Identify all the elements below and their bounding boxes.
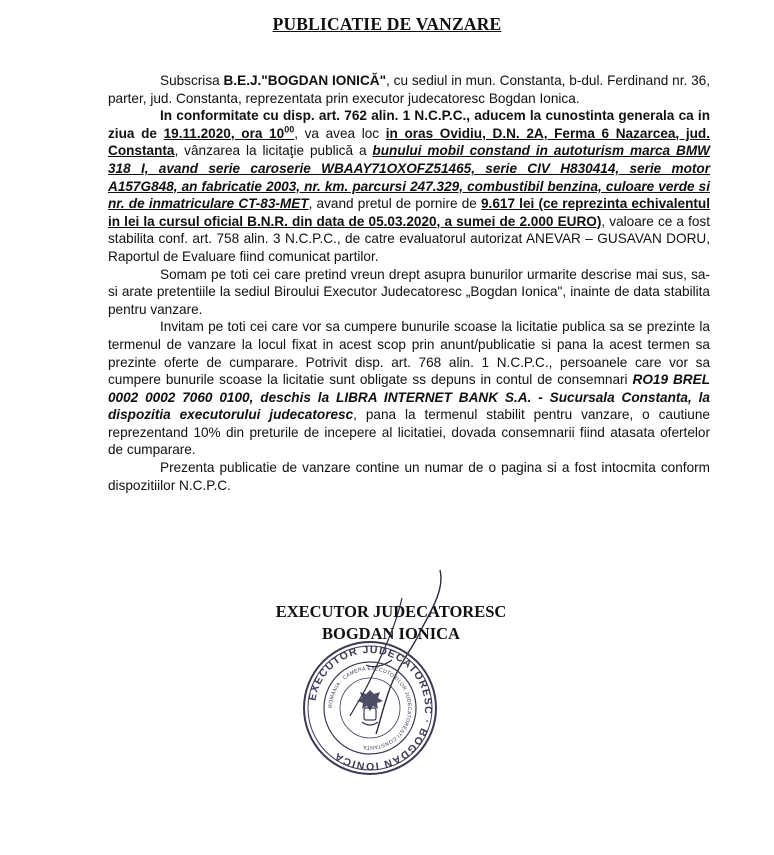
sale-text-1: , va avea loc [294,125,386,141]
paragraph-closing: Prezenta publicatie de vanzare contine un numar de o pagina si a fost intocmita conform dispozitiilor N.C.P.C. [108,460,710,493]
bailiff-office-name: B.E.J."BOGDAN IONICĂ" [223,73,387,88]
paragraph-invitation [108,318,710,459]
sale-text-3: , avand pretul de pornire de [308,196,481,212]
intro-text-1: Subscrisa [160,73,224,88]
document-title: PUBLICATIE DE VANZARE [272,14,502,34]
invitation-text-2: , pana la termenul stabilit pentru vanzare, o cautiune reprezentand 10% din preturile de incepere al licitatiei, dovada consemnarii fiind atasata ofertelor de cumparare. [108,407,710,458]
paragraph-sale-details [108,107,710,265]
intro-text-2: , cu sediul in mun. Constanta, b-dul. Ferdinand nr. 36, parter, jud. Constanta, reprezentata prin executor judecatoresc Bogdan Ionica. [108,73,710,106]
seal-inner-text: ROMANIA · CAMERA EXECUTORILOR JUDECATORESTI CONSTANTA [327,665,413,751]
legal-basis-text: In conformitate cu disp. art. 762 alin. 1 N.C.P.C., aducem la cunostinta generala ca in ziua de [108,108,710,141]
sale-text-2: , vânzarea la licitaţie publică a [174,143,373,159]
goods-description: bunului mobil constand in autoturism marca BMW 318 I, avand serie caroserie WBAAY71OXOFZ51465, serie CIV H830414, serie motor A157G848, an fabricatie 2003, nr. km. parcursi 247.329, combustibil benzina, culoare verde si nr. de inmatriculare CT-83-MET [108,143,710,212]
signature-name: BOGDAN IONICA [322,624,460,643]
sale-date-text: 19.11.2020, ora 10 [163,125,285,141]
starting-price: 9.617 lei (ce reprezinta echivalentul in lei la cursul oficial B.N.R. din data de 05.03.2020, a sumei de 2.000 EURO) [108,196,710,229]
sale-text-4: , valoare ce a fost stabilita conf. art. 758 alin. 3 N.C.P.C., de catre evaluatorul autorizat ANEVAR – GUSAVAN DORU, Raportul de Evaluare fiind comunicat partilor. [108,213,710,264]
paragraph-claims: Somam pe toti cei care pretind vreun drept asupra bunurilor urmarite descrise mai sus, sa-si arate pretentiile la sediul Biroului Executor Judecatoresc „Bogdan Ionica", inainte de data stabilita pentru vanzare. [108,266,710,317]
signature-role: EXECUTOR JUDECATORESC [275,602,507,621]
sale-location: in oras Ovidiu, D.N. 2A, Ferma 6 Nazarcea, jud. Constanta [108,125,711,159]
bank-account: RO19 BREL 0002 0002 7060 0100, deschis la LIBRA INTERNET BANK S.A. - Sucursala Constanta, la dispozitia executorului judecatoresc [108,372,710,423]
invitation-text-1: Invitam pe toti cei care vor sa cumpere bunurile scoase la licitatie publica sa se prezinte la termenul de vanzare la locul fixat in acest scop prin anunt/publicatie si pana la acest termen sa prezinte oferte de cumparare. Potrivit disp. art. 768 alin. 1 N.C.P.C., persoanele care vor sa cumpere bunurile scoase la licitatie sunt obligate ss depuns in contul de consemnari [108,319,710,388]
document-body [108,72,710,494]
sale-date [164,126,295,141]
paragraph-intro [108,72,710,107]
sale-time-minutes: 00 [284,124,295,135]
coat-of-arms-icon [357,690,383,725]
seal-outer-text: EXECUTOR JUDECATORESC · BOGDAN IONICA [306,643,435,773]
official-seal [300,638,440,778]
